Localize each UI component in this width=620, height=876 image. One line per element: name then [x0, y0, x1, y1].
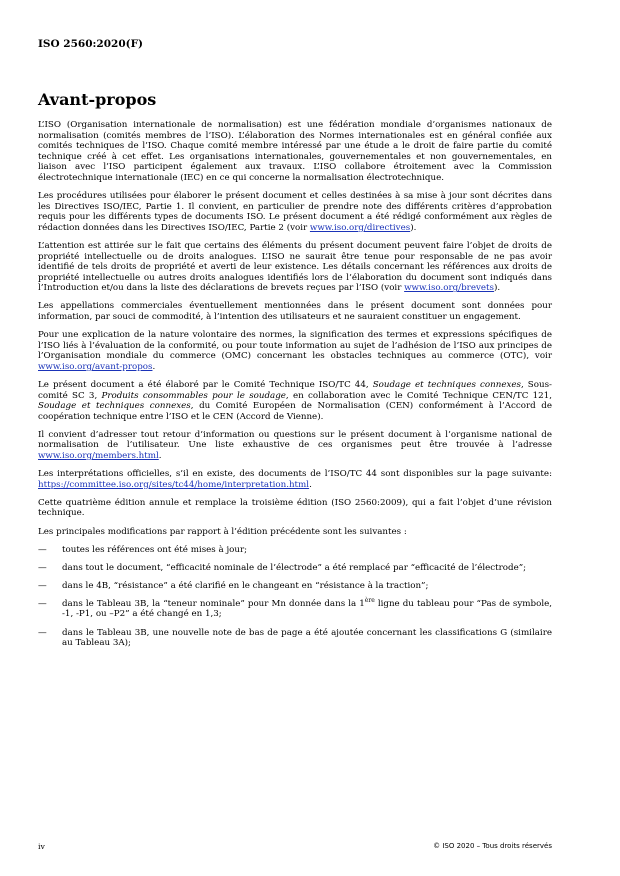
list-dash: —	[38, 562, 47, 573]
paragraph-procedures: Les procédures utilisées pour élaborer le présent document et celles destinées à sa mise à jour sont décrites dans les Directives ISO/IEC, Partie 1. Il convient, en particulier de prendre note des différents critères d’approbation requis pour les différents types de documents ISO. Le présent document a été rédigé conformément aux règles de rédaction données dans les Directives ISO/IEC, Partie 2 (voir www.iso.org/directives).	[38, 191, 552, 233]
link-directives[interactable]: www.iso.org/directives	[309, 222, 411, 233]
paragraph-edition: Cette quatrième édition annule et remplace la troisième édition (ISO 2560:2009), qui a fait l’objet d’une révision technique.	[38, 497, 552, 519]
list-item: — dans tout le document, “efficacité nominale de l’électrode” a été remplacé par “efficacité de l’électrode”;	[38, 562, 527, 573]
paragraph-interpretations: Les interprétations officielles, s’il en existe, des documents de l’ISO/TC 44 sont disponibles sur la page suivante: https://committee.iso.org/sites/tc44/home/interpretation.html.	[38, 469, 552, 490]
page-number: iv	[38, 842, 45, 851]
link-avant-propos[interactable]: www.iso.org/avant-propos	[38, 361, 153, 372]
list-item: — toutes les références ont été mises à jour;	[38, 544, 248, 555]
paragraph-iso-intro: L’ISO (Organisation internationale de normalisation) est une fédération mondiale d’organismes nationaux de normalisation (comités membres de l’ISO). L’élaboration des Normes internationales est en général confiée aux comités techniques de l’ISO. Chaque comité membre intéressé par une étude a le droit de faire partie du comité technique créé à cet effet. Les organisations internationales, gouvernementales et non gouvernementales, en liaison avec l’ISO participent également aux travaux. L’ISO collabore étroitement avec la Commission électrotechnique internationale (IEC) en ce qui concerne la normalisation électrotechnique.	[38, 120, 552, 183]
list-dash: —	[38, 627, 47, 638]
link-interpretation[interactable]: https://committee.iso.org/sites/tc44/home/interpretation.html	[38, 479, 310, 490]
copyright-notice: © ISO 2020 – Tous droits réservés	[433, 842, 552, 850]
link-members[interactable]: www.iso.org/members.html	[38, 451, 159, 462]
paragraph-voluntary-nature: Pour une explication de la nature volontaire des normes, la signification des termes et expressions spécifiques de l’ISO liés à l’évaluation de la conformité, ou pour toute information au sujet de l’adhésion de l’ISO aux principes de l’Organisation mondiale du commerce (OMC) concernant les obstacles techniques au commerce (OTC), voir www.iso.org/avant-propos.	[38, 330, 552, 372]
paragraph-committee: Le présent document a été élaboré par le Comité Technique ISO/TC 44, Soudage et techniques connexes, Sous-comité SC 3, Produits consommables pour le soudage, en collaboration avec le Comité Technique CEN/TC 121, Soudage et techniques connexes, du Comité Européen de Normalisation (CEN) conformément à l’Accord de coopération technique entre l’ISO et le CEN (Accord de Vienne).	[38, 379, 552, 422]
list-item: — dans le 4B, “résistance” a été clarifié en le changeant en “résistance à la traction”;	[38, 580, 429, 591]
document-id: ISO 2560:2020(F)	[38, 38, 144, 50]
paragraph-changes-intro: Les principales modifications par rapport à l’édition précédente sont les suivantes :	[38, 526, 407, 537]
paragraph-trade-names: Les appellations commerciales éventuellement mentionnées dans le présent document sont données pour information, par souci de commodité, à l’intention des utilisateurs et ne sauraient constituer un engagement.	[38, 301, 552, 322]
link-brevets[interactable]: www.iso.org/brevets	[404, 283, 494, 294]
page-footer	[38, 842, 552, 851]
paragraph-patents: L’attention est attirée sur le fait que certains des éléments du présent document peuvent faire l’objet de droits de propriété intellectuelle ou de droits analogues. L’ISO ne saurait être tenue pour responsable de ne pas avoir identifié de tels droits de propriété et averti de leur existence. Les détails concernant les références aux droits de propriété intellectuelle ou autres droits analogues identifiés lors de l’élaboration du document sont indiqués dans l’Introduction et/ou dans la liste des déclarations de brevets reçues par l’ISO (voir www.iso.org/brevets).	[38, 240, 552, 294]
paragraph-feedback: Il convient d’adresser tout retour d’information ou questions sur le présent document à l’organisme national de normalisation de l’utilisateur. Une liste exhaustive de ces organismes peut être trouvée à l’adresse www.iso.org/members.html.	[38, 429, 552, 462]
page-title: Avant-propos	[38, 90, 157, 109]
list-dash: —	[38, 544, 47, 555]
list-item: — dans le Tableau 3B, la “teneur nominale” pour Mn donnée dans la 1ère ligne du tableau pour “Pas de symbole, -1, -P1, ou –P2” a été changé en 1,3;	[38, 596, 552, 620]
list-item: — dans le Tableau 3B, une nouvelle note de bas de page a été ajoutée concernant les classifications G (similaire au Tableau 3A);	[38, 627, 552, 649]
list-dash: —	[38, 598, 47, 609]
list-dash: —	[38, 580, 47, 591]
document-body	[38, 120, 552, 656]
